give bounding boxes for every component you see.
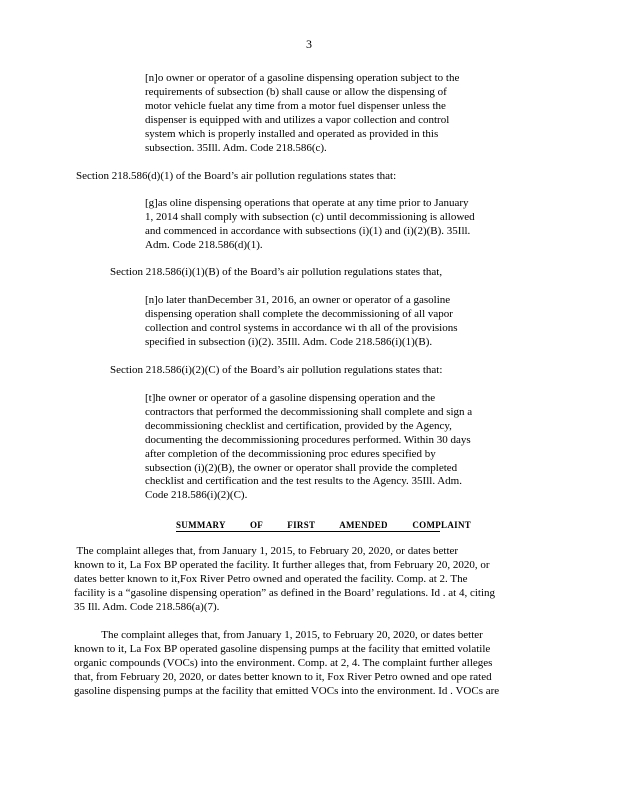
section-heading: SUMMARY OF FIRST AMENDED COMPLAINT	[176, 520, 472, 530]
text-line: The complaint alleges that, from January 1, 2015, to February 20, 2020, or dates better	[74, 629, 483, 641]
text-line: [n]o later thanDecember 31, 2016, an owner or operator of a gasoline	[145, 294, 451, 306]
text-line: [n]o owner or operator of a gasoline dispensing operation subject to the	[145, 72, 460, 84]
text-line: facility is a “gasoline dispensing operation” as defined in the Board’ regulations. Id . at 4, citing	[74, 586, 496, 599]
summary-paragraph-2	[74, 629, 499, 699]
text-line: system which is properly installed and operated as provided in this	[145, 127, 439, 140]
text-line: Code 218.586(i)(2)(C).	[145, 489, 248, 502]
regulation-quote-218-586-c	[145, 72, 459, 155]
regulation-quote-218-586-i2c	[145, 392, 472, 503]
text-line: specified in subsection (i)(2). 35Ill. Adm. Code 218.586(i)(1)(B).	[145, 335, 433, 348]
text-line: The complaint alleges that, from January 1, 2015, to February 20, 2020, or dates better	[74, 545, 459, 557]
section-intro-d1	[76, 170, 396, 184]
text-line: collection and control systems in accordance wi th all of the provisions	[145, 321, 458, 334]
text-line: gasoline dispensing pumps at the facility that emitted VOCs into the environment. Id . VOCs are	[74, 684, 500, 697]
text-line: contractors that performed the decommissioning shall complete and sign a	[145, 405, 473, 418]
summary-paragraph-1	[74, 545, 495, 615]
text-line: dispensing operation shall complete the decommissioning of all vapor	[145, 307, 453, 320]
text-line: [g]as oline dispensing operations that operate at any time prior to January	[145, 197, 469, 209]
text-line: Section 218.586(i)(2)(C) of the Board’s air pollution regulations states that:	[110, 364, 443, 376]
regulation-quote-218-586-d1	[145, 197, 475, 253]
text-line: after completion of the decommissioning proc edures specified by	[145, 447, 436, 460]
text-line: [t]he owner or operator of a gasoline dispensing operation and the	[145, 392, 436, 404]
text-line: subsection (i)(2)(B), the owner or operator shall provide the completed	[145, 461, 458, 474]
text-line: checklist and certification and the test results to the Agency. 35Ill. Adm.	[145, 475, 462, 488]
text-line: known to it, La Fox BP operated gasoline dispensing pumps at the facility that emitted volatile	[74, 642, 491, 655]
text-line: 1, 2014 shall comply with subsection (c) until decommissioning is allowed	[145, 210, 475, 223]
text-line: Adm. Code 218.586(d)(1).	[145, 238, 263, 251]
text-line: known to it, La Fox BP operated the facility. It further alleges that, from February 20, 2020, or	[74, 558, 490, 571]
section-intro-i1b	[110, 266, 442, 280]
text-line: organic compounds (VOCs) into the environment. Comp. at 2, 4. The complaint further alleges	[74, 656, 493, 669]
text-line: dates better known to it,Fox River Petro owned and operated the facility. Comp. at 2. The	[74, 572, 468, 585]
text-line: 35 Ill. Adm. Code 218.586(a)(7).	[74, 600, 220, 613]
text-line: that, from February 20, 2020, or dates better known to it, Fox River Petro owned and ope rated	[74, 670, 492, 683]
text-line: Section 218.586(i)(1)(B) of the Board’s air pollution regulations states that,	[110, 266, 443, 278]
regulation-quote-218-586-i1b	[145, 294, 458, 350]
text-line: and commenced in accordance with subsections (i)(1) and (i)(2)(B). 35Ill.	[145, 224, 471, 237]
text-line: subsection. 35Ill. Adm. Code 218.586(c).	[145, 141, 327, 154]
page-number: 3	[306, 37, 312, 51]
text-line: requirements of subsection (b) shall cause or allow the dispensing of	[145, 85, 447, 98]
text-line: decommissioning checklist and certification, provided by the Agency,	[145, 419, 452, 432]
text-line: documenting the decommissioning procedures performed. Within 30 days	[145, 433, 471, 446]
text-line: Section 218.586(d)(1) of the Board’s air pollution regulations states that:	[76, 170, 397, 182]
section-intro-i2c	[110, 364, 442, 378]
text-line: motor vehicle fuelat any time from a motor fuel dispenser unless the	[145, 99, 446, 112]
text-line: dispenser is equipped with and utilizes a vapor collection and control	[145, 113, 450, 126]
